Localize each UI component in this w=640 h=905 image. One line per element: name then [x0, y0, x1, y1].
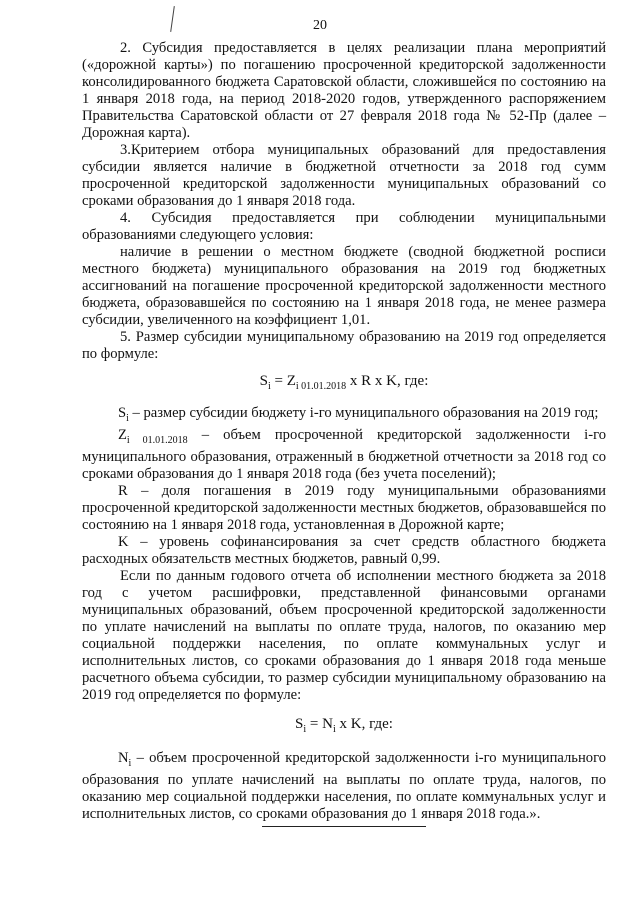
end-separator-line: [262, 826, 426, 827]
document-body: [82, 40, 606, 823]
formula-subsidy-alternative: $S_i = N_i$ x K, где:: [295, 715, 393, 735]
definition-n: $N_i$ – объем просроченной кредиторской задолженности i-го муниципального образования по уплате начислений на выплаты по оплате труда, налогов, по оказанию мер социальной поддержки населения, по оплате коммунальных услуг и исполнительных листов, со сроками образования до 1 января 2018 года.».: [82, 749, 606, 822]
definition-s: $S_i$ – размер субсидии бюджету i-го муниципального образования на 2019 год;: [118, 405, 599, 424]
formula-subsidy-size: $S_i = Z_{i 01.01.2018}$ x R x K, где:: [259, 373, 429, 392]
page-number: 20: [313, 18, 327, 33]
paragraph-4: 4. Субсидия предоставляется при соблюдении муниципальными образованиями следующего условия:: [82, 210, 606, 243]
definition-k: K – уровень софинансирования за счет средств областного бюджета расходных обязательств местных бюджетов, равный 0,99.: [82, 533, 606, 567]
definition-r: R – доля погашения в 2019 году муниципальными образованиями просроченной кредиторской задолженности местных бюджетов, образовавшейся по состоянию на 1 января 2018 года, установленная в Дорожной карте;: [82, 482, 606, 533]
paragraph-3: 3.Критерием отбора муниципальных образований для предоставления субсидии является наличие в бюджетной отчетности за 2018 год сумм просроченной кредиторской задолженности муниципальных образований со сроками образования до 1 января 2018 года.: [82, 142, 606, 209]
paragraph-condition-if: Если по данным годового отчета об исполнении местного бюджета за 2018 год с учетом расшифровки, представленной финансовыми органами муниципальных образований, объем просроченной кредиторской задолженности по уплате начислений на выплаты по оплате труда, налогов, по оказанию мер социальной поддержки населения, по оплате коммунальных услуг и исполнительных листов, со сроками образования до 1 января 2018 года меньше расчетного объема субсидии, то размер субсидии муниципальному образованию на 2019 год определяется по формуле:: [82, 567, 606, 703]
definition-z: $Z_{i 01.01.2018}$ – объем просроченной кредиторской задолженности i-го муниципального образования, отраженный в бюджетной отчетности за 2018 год со сроками образования до 1 января 2018 года (без учета поселений);: [82, 426, 606, 482]
paragraph-2: 2. Субсидия предоставляется в целях реализации плана мероприятий («дорожной карты») по погашению просроченной кредиторской задолженности консолидированного бюджета Саратовской области, сложившейся по состоянию на 1 января 2018 года, на период 2018-2020 годов, утвержденного распоряжением Правительства Саратовской области от 27 февраля 2018 года № 52-Пр (далее – Дорожная карта).: [82, 40, 606, 141]
paragraph-5: 5. Размер субсидии муниципальному образованию на 2019 год определяется по формуле:: [82, 329, 606, 362]
paragraph-4-condition: наличие в решении о местном бюджете (сводной бюджетной росписи местного бюджета) муниципального образования на 2019 год бюджетных ассигнований на погашение просроченной кредиторской задолженности местного бюджета, образовавшейся по состоянию на 1 января 2018 года, не менее размера субсидии, увеличенного на коэффициент 1,01.: [82, 244, 606, 328]
